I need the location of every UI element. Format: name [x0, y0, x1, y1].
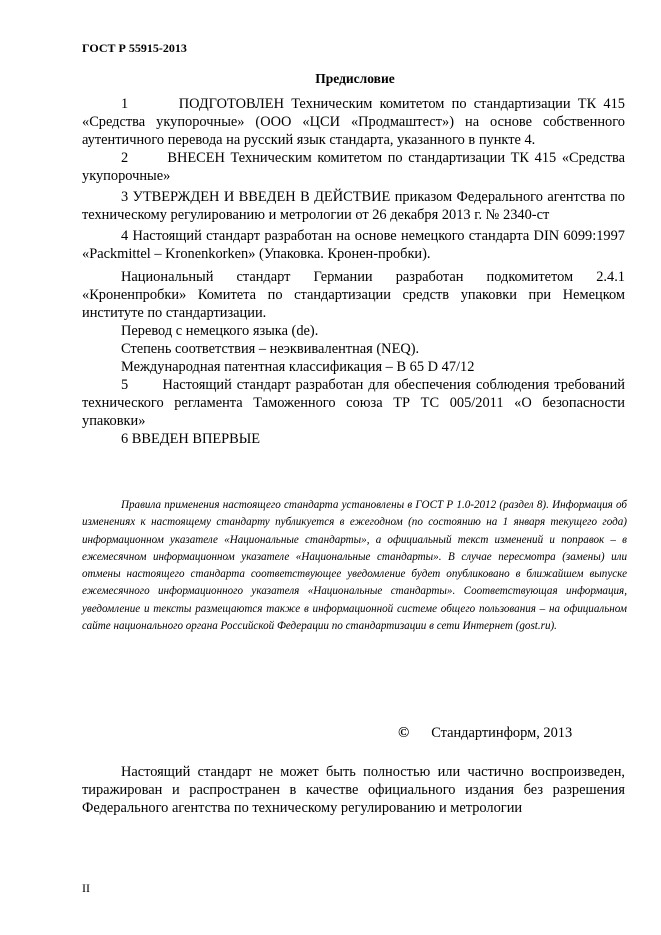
page-number: II	[82, 881, 90, 895]
rules-note-text: Правила применения настоящего стандарта установлены в ГОСТ Р 1.0-2012 (раздел 8). Информация об изменениях к настоящему стандарту публикуется в ежегодном (по состоянию на 1 января текущего года) информационном указателе «Национальные стандарты», а официальный текст изменений и поправок – в ежемесячном информационном указателе «Национальные стандарты». В случае пересмотра (замены) или отмены настоящего стандарта соответствующее уведомление будет опубликовано в ближайшем выпуске ежемесячного информационного указателя «Национальные стандарты». Соответствующая информация, уведомление и тексты размещаются также в информационной системе общего пользования – на официальном сайте национального органа Российской Федерации по стандартизации в сети Интернет (gost.ru).	[82, 499, 627, 633]
rules-note	[82, 497, 627, 635]
foreword-item-4-translation: Перевод с немецкого языка (de).	[121, 323, 319, 339]
foreword-item-4: 4 Настоящий стандарт разработан на основе немецкого стандарта DIN 6099:1997 «Packmittel – Kronenkorken» (Упаковка. Кронен-пробки).	[82, 228, 625, 262]
foreword-item-1: 1 ПОДГОТОВЛЕН Техническим комитетом по стандартизации ТК 415 «Средства укупорочные» (ООО «ЦСИ «Продмаштест») на основе собственного аутентичного перевода на русский язык стандарта, указанного в пункте 4.	[82, 96, 625, 148]
foreword-item-3: 3 УТВЕРЖДЕН И ВВЕДЕН В ДЕЙСТВИЕ приказом Федерального агентства по техническому регулированию и метрологии от 26 декабря 2013 г. № 2340-ст	[82, 189, 625, 223]
foreword-item-4-origin: Национальный стандарт Германии разработан подкомитетом 2.4.1 «Кроненпробки» Комитета по стандартизации средств упаковки при Немецком институте по стандартизации.	[82, 269, 625, 321]
foreword-title: Предисловие	[315, 71, 395, 86]
foreword-item-4-conformity: Степень соответствия – неэквивалентная (NEQ).	[121, 341, 420, 357]
copyright-line	[398, 725, 572, 742]
foreword-item-5: 5 Настоящий стандарт разработан для обеспечения соблюдения требований технического регламента Таможенного союза ТР ТС 005/2011 «О безопасности упаковки»	[82, 377, 625, 429]
foreword-body	[82, 95, 625, 448]
foreword-item-4-patent-class: Международная патентная классификация – B 65 D 47/12	[121, 359, 475, 375]
foreword-item-6: 6 ВВЕДЕН ВПЕРВЫЕ	[121, 431, 261, 447]
foreword-item-2: 2 ВНЕСЕН Техническим комитетом по стандартизации ТК 415 «Средства укупорочные»	[82, 150, 625, 184]
reproduction-notice-text: Настоящий стандарт не может быть полностью или частично воспроизведен, тиражирован и распространен в качестве официального издания без разрешения Федерального агентства по техническому регулированию и метрологии	[82, 764, 625, 816]
document-code: ГОСТ Р 55915-2013	[82, 41, 187, 55]
copyright-icon: ©	[398, 725, 410, 741]
copyright-text: Стандартинформ, 2013	[431, 725, 573, 741]
reproduction-notice	[82, 763, 625, 817]
